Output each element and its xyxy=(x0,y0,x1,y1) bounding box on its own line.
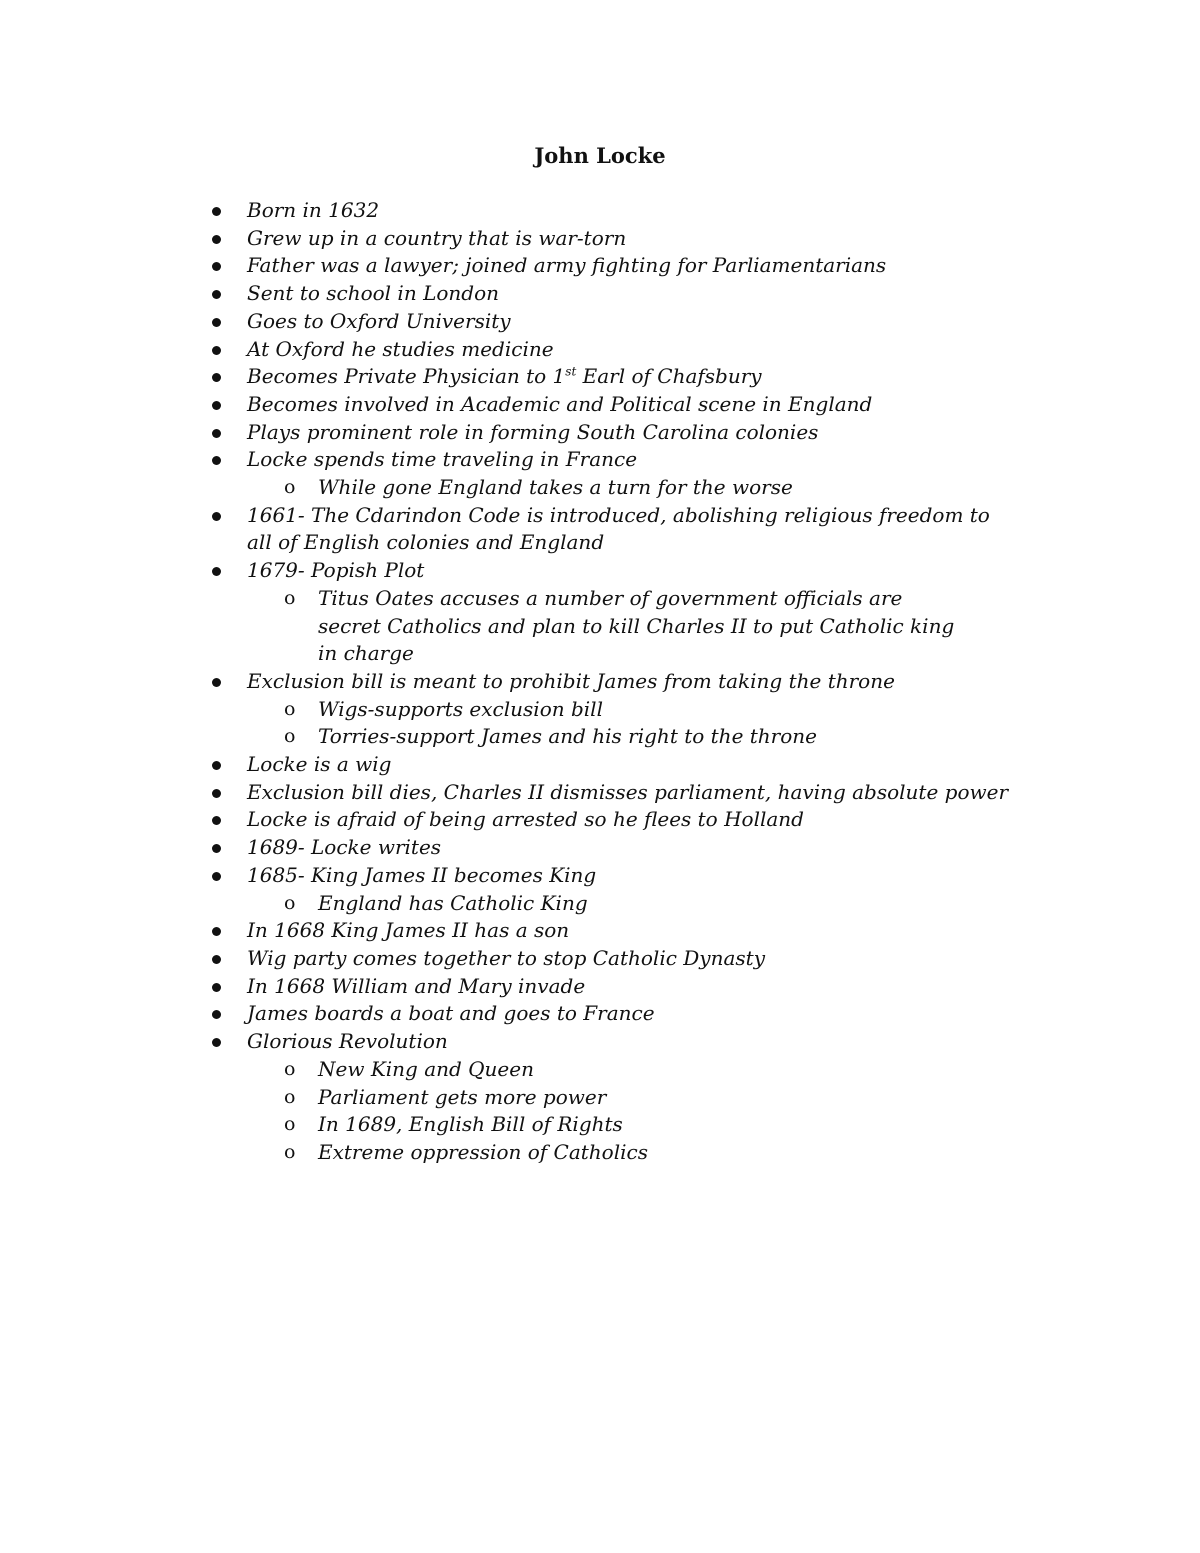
list-item xyxy=(0,252,1017,280)
bullet-icon xyxy=(210,945,222,973)
bullet-icon xyxy=(210,391,222,419)
sub-list-item xyxy=(0,474,968,502)
bullet-icon xyxy=(210,419,222,447)
sub-list-item-text: In 1689, English Bill of Rights xyxy=(318,1112,623,1137)
bullet-icon xyxy=(210,363,222,391)
list-item-text: Becomes involved in Academic and Political scene in England xyxy=(247,391,873,416)
sub-list-item xyxy=(0,696,968,724)
bullet-icon xyxy=(210,1000,222,1028)
bullet-icon xyxy=(210,225,222,253)
sub-bullet-icon: o xyxy=(284,476,296,499)
list-item xyxy=(0,779,1017,807)
list-item xyxy=(0,1000,1017,1028)
sub-list-item xyxy=(0,1056,968,1084)
list-item-text: In 1668 King James II has a son xyxy=(247,918,570,943)
list-item xyxy=(0,668,1017,696)
list-item xyxy=(0,557,1017,585)
list-item-text: 1679- Popish Plot xyxy=(247,558,425,583)
list-item-text: Locke is a wig xyxy=(247,752,392,777)
sub-list-item-text: Titus Oates accuses a number of government officials are secret Catholics and plan to kill Charles II to put Catholic king in charge xyxy=(318,585,955,666)
bullet-icon xyxy=(210,557,222,585)
list-item-text: 1661- The Cdarindon Code is introduced, abolishing religious freedom to all of English colonies and England xyxy=(247,502,990,555)
sub-list-item xyxy=(0,1111,968,1139)
bullet-icon xyxy=(210,308,222,336)
list-item xyxy=(0,419,1017,447)
sub-list-item-text: New King and Queen xyxy=(318,1056,534,1081)
sub-list-item-text: Wigs-supports exclusion bill xyxy=(318,696,603,721)
sub-list-item xyxy=(0,1139,968,1167)
sub-list-item-text: Parliament gets more power xyxy=(318,1084,607,1109)
list-item xyxy=(0,197,1017,225)
sub-bullet-icon: o xyxy=(284,725,296,748)
list-item-text: Wig party comes together to stop Catholic Dynasty xyxy=(247,945,766,970)
list-item-text: Sent to school in London xyxy=(247,281,499,306)
list-item xyxy=(0,280,1017,308)
bullet-icon xyxy=(210,834,222,862)
list-item-text: 1689- Locke writes xyxy=(247,835,442,860)
bullet-icon xyxy=(210,668,222,696)
list-item xyxy=(0,1028,1017,1056)
sub-bullet-icon: o xyxy=(284,1057,296,1080)
sub-list-item xyxy=(0,585,968,668)
list-item xyxy=(0,751,1017,779)
list-item-text: In 1668 William and Mary invade xyxy=(247,973,586,998)
document-title: John Locke xyxy=(534,143,666,168)
bullet-icon xyxy=(210,1028,222,1056)
list-item xyxy=(0,502,1017,557)
sub-bullet-icon: o xyxy=(284,1085,296,1108)
list-item xyxy=(0,446,1017,474)
list-item-text: Locke is afraid of being arrested so he flees to Holland xyxy=(247,807,804,832)
sub-list-item-text: England has Catholic King xyxy=(318,890,588,915)
list-item-text: 1685- King James II becomes King xyxy=(247,862,597,887)
sub-list-item xyxy=(0,890,968,918)
list-item-text: Exclusion bill dies, Charles II dismisses parliament, having absolute power xyxy=(247,779,1009,804)
bullet-icon xyxy=(210,280,222,308)
list-item-text-end: Earl of Chafsbury xyxy=(576,364,762,389)
sub-list-item xyxy=(0,723,968,751)
bullet-icon xyxy=(210,336,222,364)
bullet-icon xyxy=(210,973,222,1001)
bullet-icon xyxy=(210,446,222,474)
ordinal-superscript: st xyxy=(565,364,577,379)
list-item xyxy=(0,806,1017,834)
bullet-icon xyxy=(210,862,222,890)
bullet-icon xyxy=(210,197,222,225)
list-item xyxy=(0,336,1017,364)
bullet-icon xyxy=(210,252,222,280)
list-item-text: James boards a boat and goes to France xyxy=(247,1001,655,1026)
sub-list-item-text: Torries-support James and his right to the throne xyxy=(318,724,817,749)
sub-bullet-icon: o xyxy=(284,1140,296,1163)
list-item-text: Plays prominent role in forming South Carolina colonies xyxy=(247,419,819,444)
list-item xyxy=(0,862,1017,890)
list-item xyxy=(0,391,1017,419)
list-item-text: Exclusion bill is meant to prohibit James from taking the throne xyxy=(247,668,895,693)
list-item-text: Born in 1632 xyxy=(247,198,380,222)
sub-list-item-text: While gone England takes a turn for the worse xyxy=(318,475,793,500)
list-item-text: Father was a lawyer; joined army fighting for Parliamentarians xyxy=(247,253,887,278)
bullet-icon xyxy=(210,751,222,779)
sub-bullet-icon: o xyxy=(284,1113,296,1136)
list-item xyxy=(0,834,1017,862)
list-item xyxy=(0,308,1017,336)
list-item-text: Glorious Revolution xyxy=(247,1029,448,1054)
sub-bullet-icon: o xyxy=(284,891,296,914)
list-item xyxy=(0,973,1017,1001)
bullet-icon xyxy=(210,806,222,834)
bullet-icon xyxy=(210,779,222,807)
list-item-text: Goes to Oxford University xyxy=(247,308,511,333)
bullet-list xyxy=(0,197,1200,1167)
list-item xyxy=(0,917,1017,945)
bullet-icon xyxy=(210,917,222,945)
list-item xyxy=(0,363,1017,391)
sub-list-item xyxy=(0,1084,968,1112)
sub-list-item-text: Extreme oppression of Catholics xyxy=(318,1139,648,1164)
bullet-icon xyxy=(210,502,222,530)
list-item-text: Grew up in a country that is war-torn xyxy=(247,225,627,250)
list-item-text-start: Becomes Private Physician to 1 xyxy=(247,364,566,389)
list-item xyxy=(0,945,1017,973)
sub-bullet-icon: o xyxy=(284,586,296,609)
list-item-text: At Oxford he studies medicine xyxy=(247,336,554,361)
list-item xyxy=(0,225,1017,253)
list-item-text: Locke spends time traveling in France xyxy=(247,447,638,472)
sub-bullet-icon: o xyxy=(284,697,296,720)
